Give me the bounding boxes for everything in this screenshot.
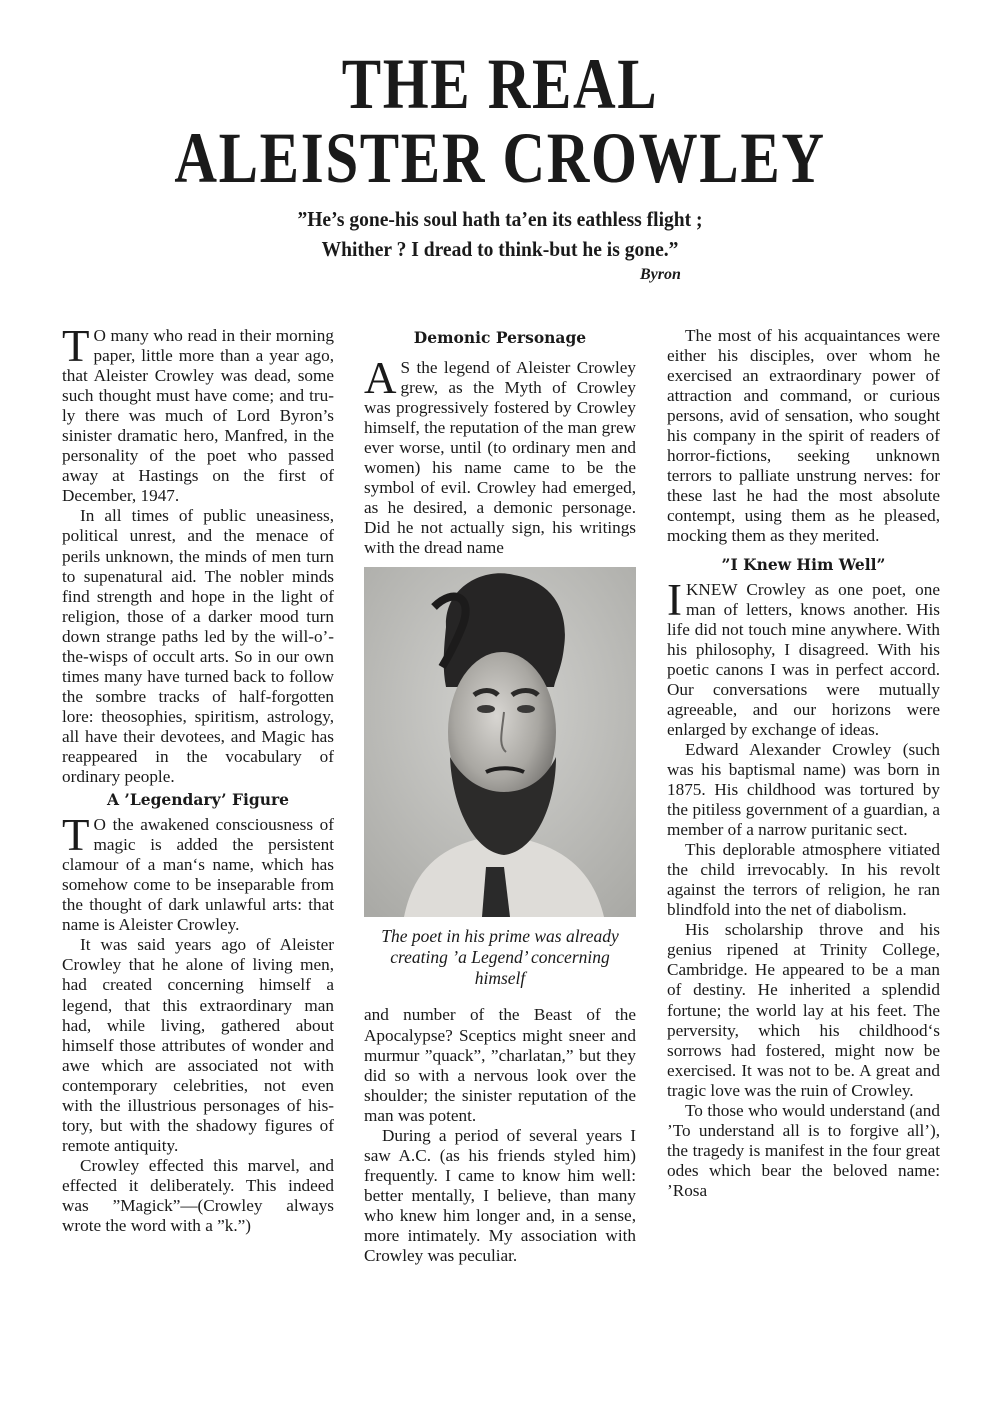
epigraph-line-2: Whither ? I dread to think-but he is gone.” [321,237,679,261]
drop-cap: T [62,321,90,371]
drop-cap: A [364,353,397,403]
paragraph: During a period of several years I saw A.C. (as his friends styled him) frequently. I came to know him well: better mentally, I believe, than many who knew him longer and, in a sense, more intimately. My association with Crowley was peculiar. [364,1125,636,1266]
column-3 [667,326,940,1201]
title-line-1: THE REAL [341,44,659,124]
paragraph [667,574,940,740]
drop-cap: T [62,810,90,861]
section-heading: A ’Legendary’ Figure [107,790,289,810]
drop-cap: I [667,574,682,625]
paragraph [364,353,636,558]
paragraph [62,321,334,506]
paragraph-text: O the awakened consciousness of magic is added the persistent clamour of a man‘s name, which has somehow come to be inseparable from the thought of dark unlawful arts: that name is Aleister Crowley. [62,815,334,935]
paragraph: In all times of public uneasiness, political unrest, and the menace of perils unknown, the minds of men turn to supenatural aid. The nobler minds find strength and hope in the light of religion, those of a darker mood turn down strange paths led by the will-o’-the-wisps of occult arts. So in our own times many have turned back to follow the sombre tracks of half-forgotten lore: theosophies, spiritism, astrology, all have their devotees, and Magic has reappeared in the vocabulary of ordinary people. [62,506,334,787]
epigraph-line-1: ”He’s gone-his soul hath ta’en its eathless flight ; [297,207,703,231]
section-heading: Demonic Personage [413,328,587,347]
column-2 [364,326,636,1266]
paragraph: Crowley effected this marvel, and effected it deliberately. This indeed was ”Magick”—(Crowley always wrote the word with a ”k.”) [62,1155,334,1236]
paragraph [62,810,334,935]
column-1 [62,321,334,1236]
paragraph: The most of his acquaintances were either his disciples, over whom he exercised an extraordinary power of attraction and command, or curious persons, avid of sensation, who sought his company in the spirit of readers of horror-fictions, seeking unknown terrors to palliate unstrung nerves: for these last he had the most absolute contempt, using them as he pleased, mocking them as they merited. [667,326,940,546]
portrait-photo [364,567,636,917]
paragraph: His scholarship throve and his genius ripened at Trinity College, Cambridge. He appeared to be a man of destiny. He inherited a splendid fortune; the world lay at his feet. The perversity, which his childhood‘s sorrows had fostered, might now be exercised. It was not to be. A great and tragic love was the ruin of Crowley. [667,920,940,1100]
title-line-2: ALEISTER CROWLEY [174,118,826,198]
paragraph: It was said years ago of Aleister Crowley that he alone of living men, had created concerning himself a legend, that this extraordinary man had, while living, gathered about himself those attributes of wonder and awe which are associated not with contemporary celebrities, not even with the illustrious personages of history, but with the shadowy figures of remote antiquity. [62,935,334,1155]
photo-caption: The poet in his prime was already creating ’a Legend’ concerning himself [381,926,619,989]
section-heading: ”I Knew Him Well” [721,554,886,574]
epigraph-author: Byron [640,266,681,283]
paragraph: This deplorable atmosphere vitiated the child irrevocably. In his revolt against the terrors of religion, he ran blindfold into the net of diabolism. [667,840,940,920]
portrait-image [364,567,636,917]
paragraph: and number of the Beast of the Apocalypse? Sceptics might sneer and murmur ”quack”, ”charlatan,” but they did so with a nervous look over the shoulder; the sinister reputation of the man was potent. [364,1005,636,1125]
paragraph-text: KNEW Crowley as one poet, one man of letters, knows another. His life did not touch mine anywhere. With his philosophy, I disagreed. With his poetic canons I was in perfect accord. Our conversations were mutually agreeable, and our horizons were enlarged by exchange of ideas. [667,579,940,739]
paragraph: To those who would understand (and ’To understand all is to forgive all’), the tragedy is manifest in the four great odes which bear the beloved name: ’Rosa [667,1100,940,1200]
paragraph-text: S the legend of Aleister Crowley grew, as the Myth of Crowley was progressively fostered by Crowley himself, the reputation of the man grew ever worse, until (to ordinary men and women) his name came to be the symbol of evil. Crowley had emerged, as he desired, a demonic personage. Did he not actually sign, his writings with the dread name [364,358,636,558]
paragraph-text: O many who read in their morning paper, little more than a year ago, that Aleister Crowley was dead, some such thought must have come; and truly there was much of Lord Byron’s sinister dramatic hero, Manfred, in the personality of the poet who passed away at Hastings on the first of December, 1947. [62,326,334,506]
paragraph: Edward Alexander Crowley (such was his baptismal name) was born in 1875. His childhood was tortured by the pitiless government of a guardian, a member of a narrow puritanic sect. [667,739,940,840]
